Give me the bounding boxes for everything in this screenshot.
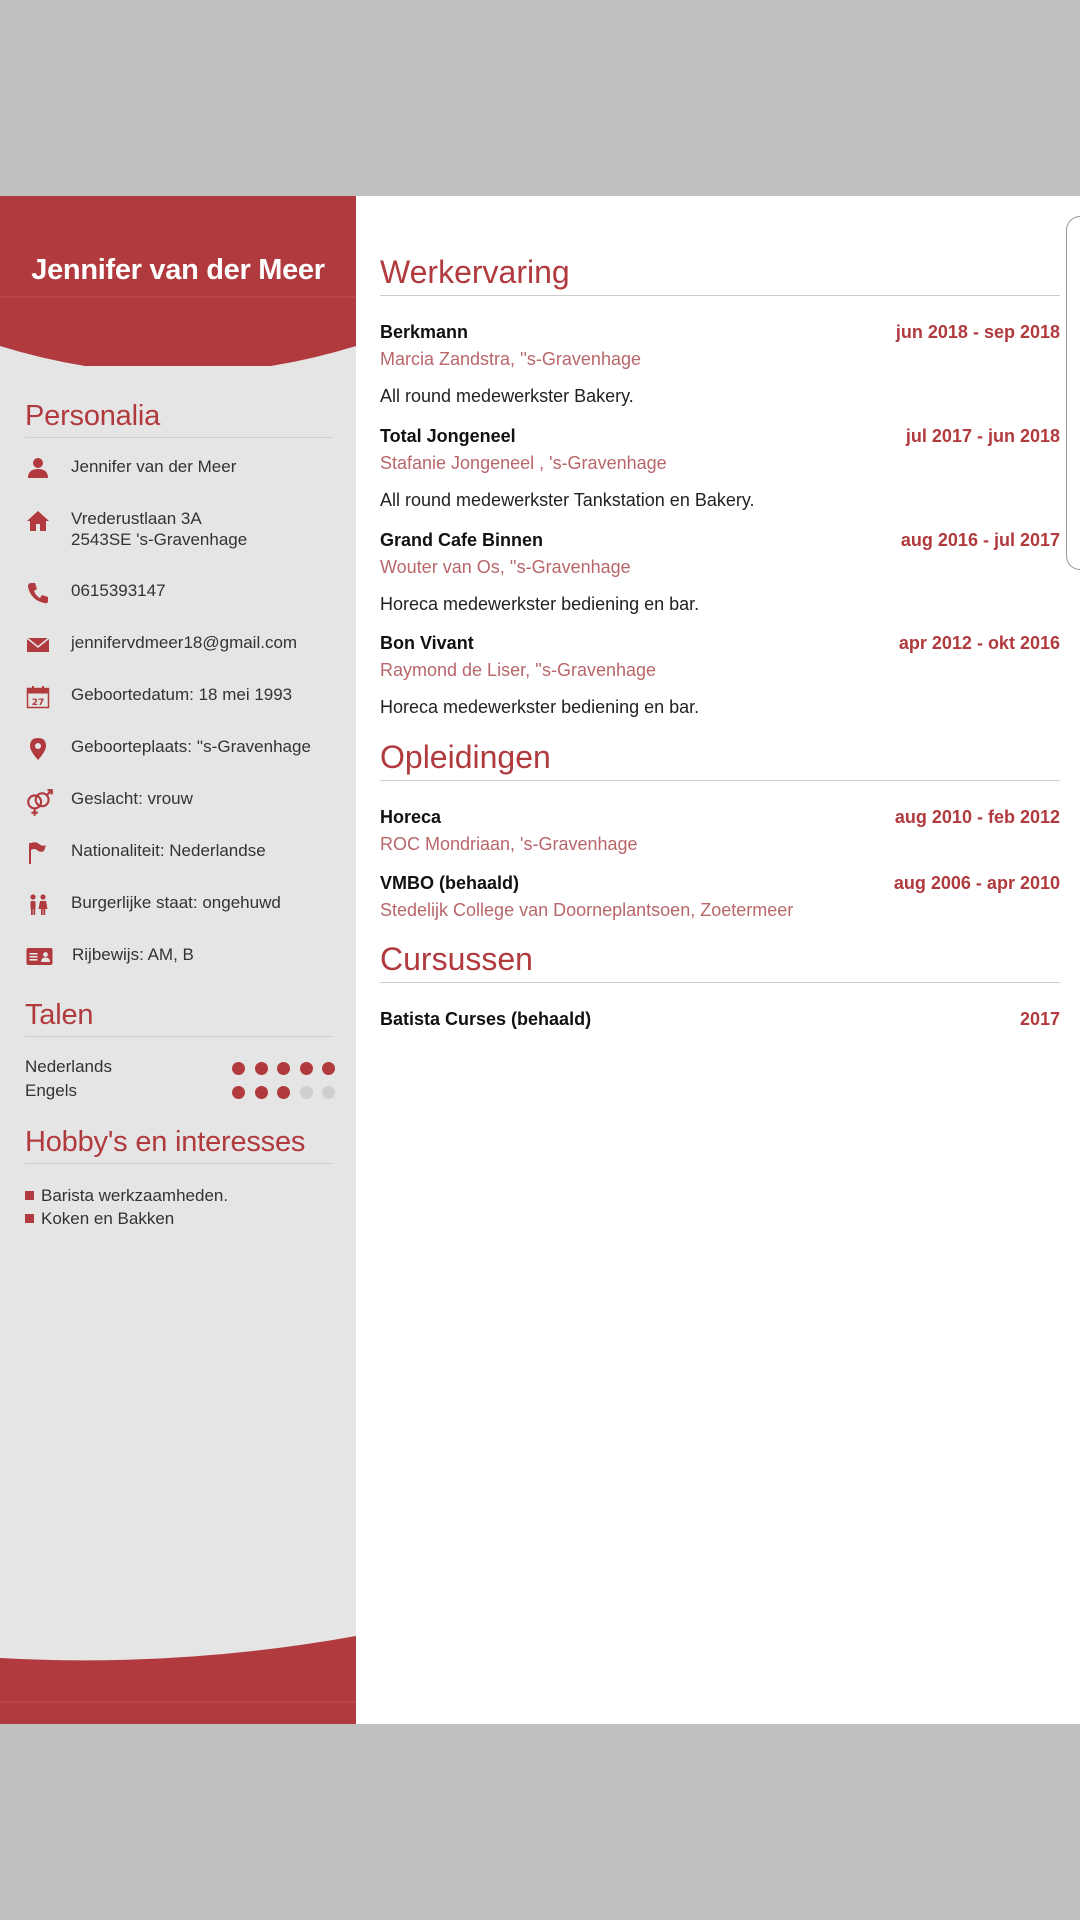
education-date: aug 2006 - apr 2010 bbox=[893, 873, 1060, 893]
personalia-gender: Geslacht: vrouw bbox=[71, 789, 193, 808]
level-dot-empty bbox=[300, 1086, 313, 1099]
personalia-birthplace: Geboorteplaats: ''s-Gravenhage bbox=[71, 737, 311, 756]
personalia-birthdate-row bbox=[25, 684, 345, 724]
cursussen-title: Cursussen bbox=[380, 941, 1060, 983]
job-description: All round medewerkster Tankstation en Bakery. bbox=[380, 490, 755, 510]
job-title: Total Jongeneel bbox=[380, 426, 516, 446]
personalia-marital-row bbox=[25, 892, 345, 932]
address-street: Vrederustlaan 3A bbox=[71, 509, 202, 528]
job-description: All round medewerkster Bakery. bbox=[380, 386, 634, 406]
calendar-day: 27 bbox=[31, 698, 45, 708]
personalia-phone: 0615393147 bbox=[71, 581, 166, 600]
job-title: Bon Vivant bbox=[380, 633, 474, 653]
personalia-phone-row bbox=[25, 580, 345, 620]
personalia-gender-row bbox=[25, 788, 345, 828]
hobbies-title: Hobby's en interesses bbox=[25, 1126, 333, 1164]
level-dot-filled bbox=[232, 1062, 245, 1075]
address-city: 2543SE 's-Gravenhage bbox=[71, 530, 248, 549]
header-name: Jennifer van der Meer bbox=[31, 254, 325, 286]
level-dot-filled bbox=[232, 1086, 245, 1099]
calendar-icon bbox=[25, 684, 51, 710]
opleidingen-title: Opleidingen bbox=[380, 739, 1060, 781]
personalia-nationality-row bbox=[25, 840, 345, 880]
personalia-name-row bbox=[25, 456, 345, 496]
personalia-birthplace-row bbox=[25, 736, 345, 776]
main-content bbox=[380, 196, 1060, 1724]
bullet-square-icon bbox=[25, 1214, 34, 1223]
language-level bbox=[232, 1084, 345, 1104]
personalia-email-row bbox=[25, 632, 345, 672]
envelope-icon bbox=[25, 632, 51, 658]
job-employer: Wouter van Os, ''s-Gravenhage bbox=[380, 557, 631, 577]
job-date: apr 2012 - okt 2016 bbox=[898, 633, 1060, 653]
language-level bbox=[232, 1060, 345, 1080]
person-icon bbox=[25, 456, 51, 482]
personalia-email: jennifervdmeer18@gmail.com bbox=[71, 633, 298, 652]
couple-icon bbox=[25, 892, 51, 918]
personalia-marital-status: Burgerlijke staat: ongehuwd bbox=[71, 893, 281, 912]
level-dot-filled bbox=[300, 1062, 313, 1075]
hobby-item bbox=[25, 1186, 228, 1206]
talen-title: Talen bbox=[25, 999, 333, 1037]
sidebar-footer bbox=[0, 1634, 356, 1724]
level-dot-filled bbox=[322, 1062, 335, 1075]
location-pin-icon bbox=[25, 736, 51, 762]
personalia-name: Jennifer van der Meer bbox=[71, 457, 237, 476]
personalia-nationality: Nationaliteit: Nederlandse bbox=[71, 841, 266, 860]
hobby-text: Koken en Bakken bbox=[41, 1209, 175, 1228]
job-description: Horeca medewerkster bediening en bar. bbox=[380, 594, 700, 614]
job-title: Berkmann bbox=[380, 322, 469, 342]
personalia-title: Personalia bbox=[25, 400, 333, 438]
education-school: ROC Mondriaan, 's-Gravenhage bbox=[380, 834, 638, 854]
education-date: aug 2010 - feb 2012 bbox=[894, 807, 1060, 827]
level-dot-filled bbox=[255, 1062, 268, 1075]
level-dot-empty bbox=[322, 1086, 335, 1099]
course-date: 2017 bbox=[1019, 1009, 1060, 1029]
job-date: aug 2016 - jul 2017 bbox=[900, 530, 1060, 550]
level-dot-filled bbox=[277, 1086, 290, 1099]
language-row bbox=[25, 1057, 345, 1081]
job-employer: Raymond de Liser, ''s-Gravenhage bbox=[380, 660, 657, 680]
language-name: Nederlands bbox=[25, 1057, 112, 1076]
cv-page bbox=[0, 196, 1080, 1724]
personalia-license-row bbox=[25, 944, 345, 984]
hobby-text: Barista werkzaamheden. bbox=[41, 1186, 229, 1205]
job-date: jul 2017 - jun 2018 bbox=[905, 426, 1060, 446]
language-name: Engels bbox=[25, 1081, 77, 1100]
personalia-license: Rijbewijs: AM, B bbox=[72, 945, 194, 964]
page-edge-bracket bbox=[1066, 216, 1080, 570]
sidebar bbox=[0, 196, 356, 1724]
phone-icon bbox=[25, 580, 51, 606]
job-description: Horeca medewerkster bediening en bar. bbox=[380, 697, 700, 717]
language-row bbox=[25, 1081, 345, 1105]
job-employer: Stafanie Jongeneel , 's-Gravenhage bbox=[380, 453, 667, 473]
job-title: Grand Cafe Binnen bbox=[380, 530, 544, 550]
werkervaring-title: Werkervaring bbox=[380, 254, 1060, 296]
level-dot-filled bbox=[255, 1086, 268, 1099]
education-title: VMBO (behaald) bbox=[380, 873, 520, 893]
education-title: Horeca bbox=[380, 807, 442, 827]
personalia-address-row bbox=[25, 508, 345, 554]
course-title: Batista Curses (behaald) bbox=[380, 1009, 592, 1029]
sidebar-header bbox=[0, 196, 356, 366]
flag-icon bbox=[25, 840, 51, 866]
id-card-icon bbox=[25, 944, 54, 970]
home-icon bbox=[25, 508, 51, 534]
job-date: jun 2018 - sep 2018 bbox=[895, 322, 1060, 342]
level-dot-filled bbox=[277, 1062, 290, 1075]
job-employer: Marcia Zandstra, ''s-Gravenhage bbox=[380, 349, 641, 369]
gender-icon bbox=[25, 788, 55, 818]
personalia-address bbox=[71, 508, 247, 550]
personalia-birthdate: Geboortedatum: 18 mei 1993 bbox=[71, 685, 293, 704]
bullet-square-icon bbox=[25, 1191, 34, 1200]
education-school: Stedelijk College van Doorneplantsoen, Zoetermeer bbox=[380, 900, 794, 920]
hobby-item bbox=[25, 1209, 174, 1229]
